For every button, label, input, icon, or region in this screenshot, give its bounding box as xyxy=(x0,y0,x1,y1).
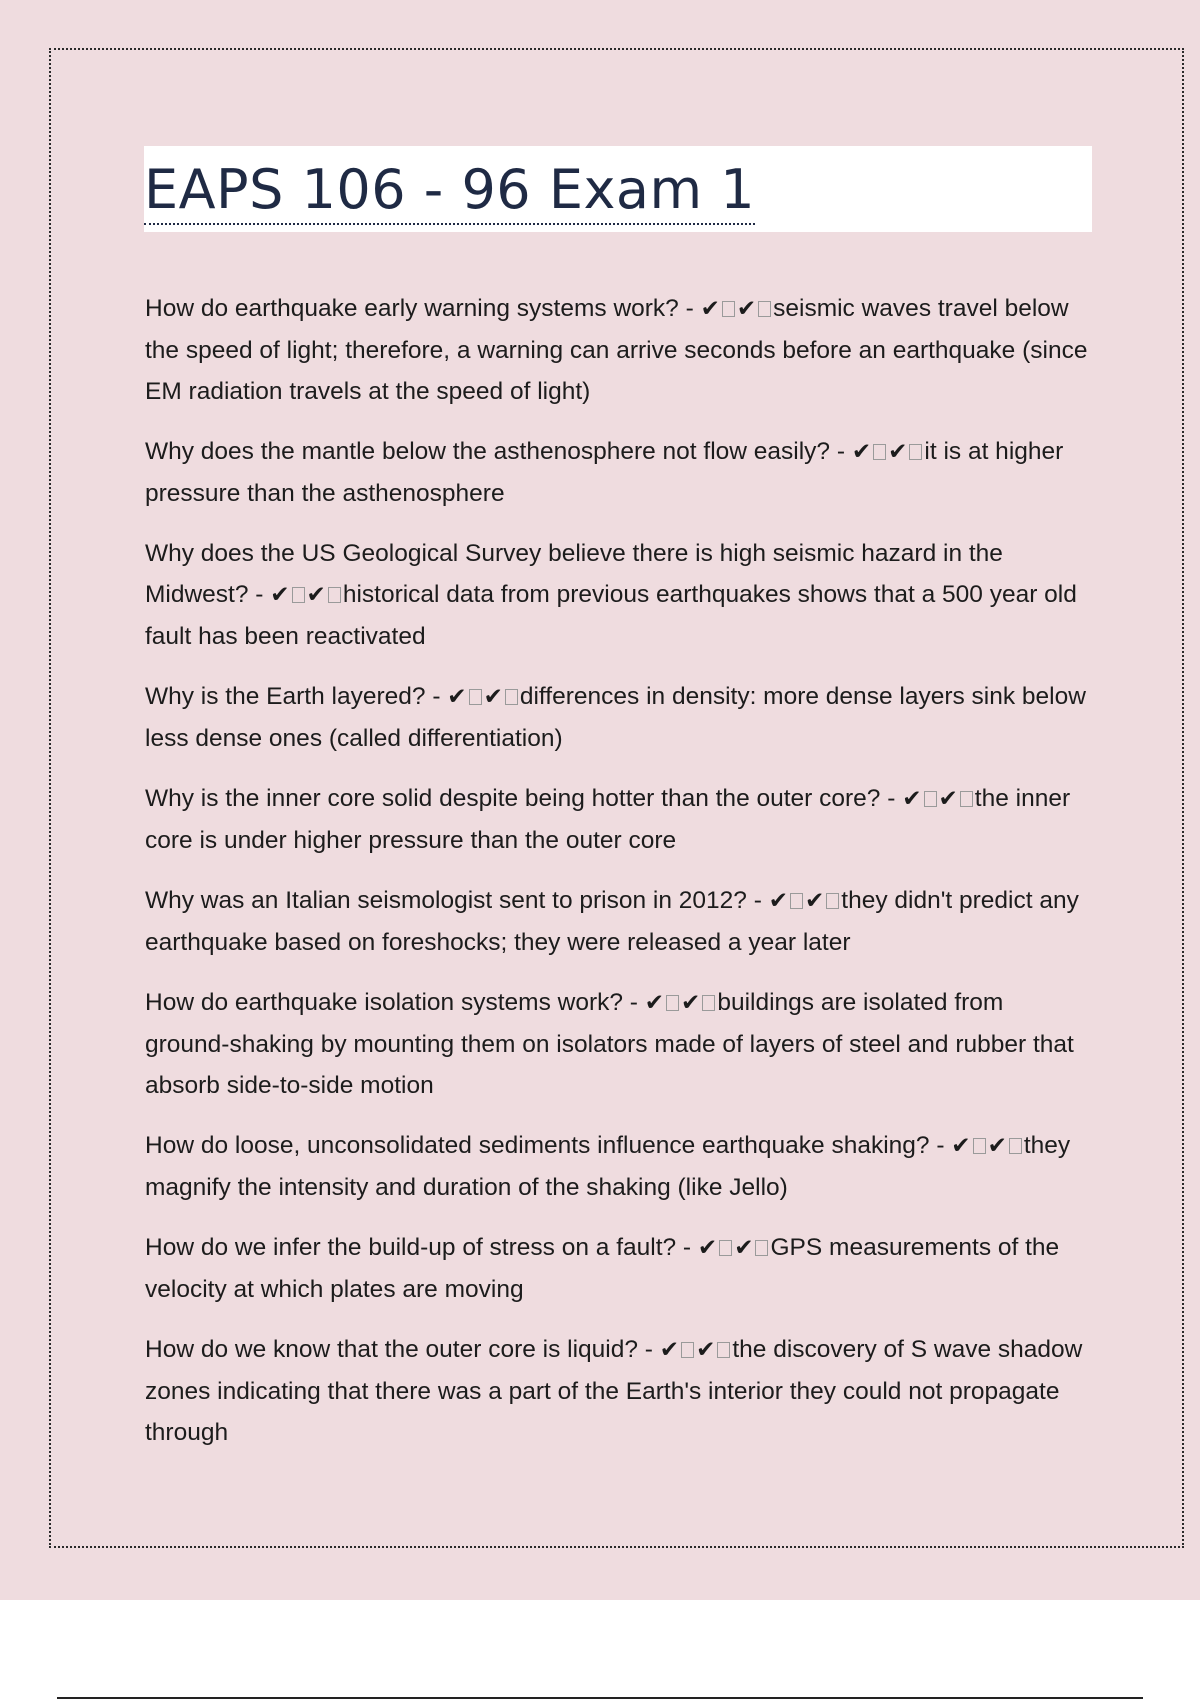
box-glyph-icon xyxy=(758,301,771,317)
page-title: EAPS 106 - 96 Exam 1 xyxy=(144,158,755,225)
check-icon: ✔ xyxy=(987,1133,1007,1159)
box-glyph-icon xyxy=(328,587,341,603)
check-icon: ✔ xyxy=(734,1235,754,1261)
box-glyph-icon xyxy=(755,1240,768,1256)
answer-text: they didn't predict any earthquake based on foreshocks; they were released a year later xyxy=(145,887,1079,956)
answer-text: seismic waves travel below the speed of light; therefore, a warning can arrive seconds before an earthquake (since EM radiation travels at the speed of light) xyxy=(145,295,1088,405)
qa-item xyxy=(145,982,1093,1106)
box-glyph-icon xyxy=(505,689,518,705)
question-text: Why does the US Geological Survey believe there is high seismic hazard in the Midwest? - xyxy=(145,540,1003,608)
box-glyph-icon xyxy=(719,1240,732,1256)
box-glyph-icon xyxy=(973,1138,986,1154)
check-icon: ✔ xyxy=(851,439,872,465)
box-glyph-icon xyxy=(826,893,839,909)
qa-item xyxy=(145,288,1093,412)
question-text: How do earthquake isolation systems work? - xyxy=(145,989,638,1016)
answer-text: the inner core is under higher pressure than the outer core xyxy=(145,785,1071,854)
question-text: How do we infer the build-up of stress on a fault? - xyxy=(145,1234,692,1261)
answer-text: the discovery of S wave shadow zones indicating that there was a part of the Earth's interior they could not propagate through xyxy=(145,1336,1083,1446)
check-icon: ✔ xyxy=(483,684,503,710)
qa-item xyxy=(145,1227,1093,1310)
qa-item xyxy=(145,1329,1093,1453)
check-icon: ✔ xyxy=(681,990,701,1016)
answer-text: they magnify the intensity and duration of the shaking (like Jello) xyxy=(145,1132,1071,1201)
check-icon: ✔ xyxy=(644,990,665,1016)
box-glyph-icon xyxy=(292,587,305,603)
answer-text: differences in density: more dense layers sink below less dense ones (called differentiation) xyxy=(145,683,1086,752)
check-icon: ✔ xyxy=(447,684,467,710)
check-icon: ✔ xyxy=(700,296,720,322)
qa-item xyxy=(145,431,1093,514)
box-glyph-icon xyxy=(666,995,679,1011)
box-glyph-icon xyxy=(960,791,973,807)
question-text: Why does the mantle below the asthenosphere not flow easily? - xyxy=(145,438,846,465)
check-icon: ✔ xyxy=(270,582,290,608)
check-icon: ✔ xyxy=(736,296,757,322)
check-icon: ✔ xyxy=(768,888,788,914)
check-icon: ✔ xyxy=(951,1133,971,1159)
question-text: Why was an Italian seismologist sent to prison in 2012? - xyxy=(145,887,762,914)
check-icon: ✔ xyxy=(804,888,825,914)
qa-item xyxy=(145,778,1093,861)
qa-list xyxy=(145,288,1093,1472)
question-text: How do earthquake early warning systems work? - xyxy=(145,295,694,322)
title-box xyxy=(144,146,1092,232)
check-icon: ✔ xyxy=(888,439,908,465)
qa-item xyxy=(145,533,1093,657)
box-glyph-icon xyxy=(681,1342,694,1358)
question-text: Why is the Earth layered? - xyxy=(145,683,441,710)
answer-text: historical data from previous earthquakes shows that a 500 year old fault has been reactivated xyxy=(145,581,1077,650)
check-icon: ✔ xyxy=(902,786,922,812)
answer-text: buildings are isolated from ground-shaking by mounting them on isolators made of layers of steel and rubber that absorb side-to-side motion xyxy=(145,989,1074,1099)
question-text: Why is the inner core solid despite being hotter than the outer core? - xyxy=(145,785,896,812)
box-glyph-icon xyxy=(924,791,937,807)
box-glyph-icon xyxy=(909,444,922,460)
question-text: How do we know that the outer core is liquid? - xyxy=(145,1336,653,1363)
box-glyph-icon xyxy=(873,444,886,460)
footer-rule xyxy=(57,1697,1143,1699)
box-glyph-icon xyxy=(790,893,803,909)
answer-text: GPS measurements of the velocity at which plates are moving xyxy=(145,1234,1060,1303)
qa-item xyxy=(145,676,1093,759)
check-icon: ✔ xyxy=(697,1235,718,1261)
question-text: How do loose, unconsolidated sediments influence earthquake shaking? - xyxy=(145,1132,945,1159)
qa-item xyxy=(145,880,1093,963)
check-icon: ✔ xyxy=(659,1337,680,1363)
box-glyph-icon xyxy=(702,995,715,1011)
check-icon: ✔ xyxy=(938,786,958,812)
check-icon: ✔ xyxy=(696,1337,716,1363)
answer-text: it is at higher pressure than the asthenosphere xyxy=(145,438,1064,507)
check-icon: ✔ xyxy=(306,582,326,608)
box-glyph-icon xyxy=(722,301,735,317)
qa-item xyxy=(145,1125,1093,1208)
box-glyph-icon xyxy=(469,689,482,705)
box-glyph-icon xyxy=(717,1342,730,1358)
box-glyph-icon xyxy=(1009,1138,1022,1154)
